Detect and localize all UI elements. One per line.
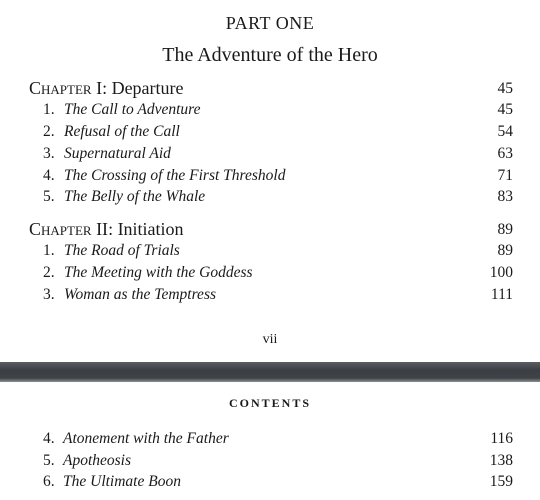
entry-title: The Road of Trials bbox=[64, 242, 180, 259]
entry-number: 3. bbox=[43, 286, 55, 303]
chapter-title bbox=[29, 78, 184, 99]
entry-title: The Crossing of the First Threshold bbox=[64, 167, 286, 184]
page-number: 71 bbox=[497, 167, 513, 184]
entry-title: The Call to Adventure bbox=[64, 101, 201, 118]
page-number: 100 bbox=[489, 264, 513, 281]
toc-entry[interactable] bbox=[0, 430, 540, 451]
chapter-title bbox=[29, 219, 184, 240]
page-number: 159 bbox=[489, 473, 513, 490]
page-number: 83 bbox=[497, 188, 513, 205]
toc-entry[interactable] bbox=[0, 264, 540, 285]
entry-title: Woman as the Temptress bbox=[64, 286, 217, 303]
page-divider bbox=[0, 362, 540, 382]
entry-number: 1. bbox=[43, 101, 55, 118]
entry-number: 2. bbox=[43, 264, 55, 281]
toc-entry[interactable] bbox=[0, 123, 540, 144]
chapter-name: : Departure bbox=[102, 78, 184, 98]
page-folio: vii bbox=[262, 332, 278, 347]
toc-entry[interactable] bbox=[0, 167, 540, 188]
chapter-prefix: Chapter I bbox=[29, 78, 103, 98]
page-number: 63 bbox=[497, 145, 513, 162]
page-number: 116 bbox=[490, 430, 513, 447]
page-number: 45 bbox=[497, 80, 513, 97]
page-number: 89 bbox=[497, 221, 513, 238]
toc-entry[interactable] bbox=[0, 242, 540, 263]
page-number: 111 bbox=[490, 286, 513, 303]
chapter-heading[interactable] bbox=[0, 78, 540, 100]
entry-number: 3. bbox=[43, 145, 55, 162]
part-subtitle: The Adventure of the Hero bbox=[162, 44, 378, 66]
entry-number: 1. bbox=[43, 242, 55, 259]
chapter-name: : Initiation bbox=[108, 219, 184, 239]
toc-entry[interactable] bbox=[0, 101, 540, 122]
chapter-prefix: Chapter II bbox=[29, 219, 109, 239]
entry-number: 4. bbox=[43, 167, 55, 184]
page-number: 54 bbox=[497, 123, 513, 140]
toc-entry[interactable] bbox=[0, 286, 540, 307]
entry-number: 4. bbox=[43, 430, 55, 447]
entry-title: Supernatural Aid bbox=[64, 145, 171, 162]
toc-entry[interactable] bbox=[0, 473, 540, 494]
entry-number: 6. bbox=[43, 473, 55, 490]
entry-title: The Meeting with the Goddess bbox=[64, 264, 253, 281]
running-head: CONTENTS bbox=[228, 396, 312, 410]
entry-number: 5. bbox=[43, 188, 55, 205]
chapter-heading[interactable] bbox=[0, 219, 540, 241]
toc-entry[interactable] bbox=[0, 452, 540, 473]
page-number: 89 bbox=[497, 242, 513, 259]
toc-entry[interactable] bbox=[0, 188, 540, 209]
entry-title: Refusal of the Call bbox=[64, 123, 180, 140]
entry-number: 2. bbox=[43, 123, 55, 140]
page-number: 138 bbox=[489, 452, 513, 469]
entry-title: Atonement with the Father bbox=[63, 430, 229, 447]
entry-number: 5. bbox=[43, 452, 55, 469]
entry-title: The Belly of the Whale bbox=[64, 188, 206, 205]
entry-title: Apotheosis bbox=[63, 452, 132, 469]
page-bottom bbox=[0, 382, 540, 500]
page-number: 45 bbox=[497, 101, 513, 118]
entry-title: The Ultimate Boon bbox=[63, 473, 181, 490]
toc-entry[interactable] bbox=[0, 145, 540, 166]
part-title: PART ONE bbox=[225, 13, 315, 33]
